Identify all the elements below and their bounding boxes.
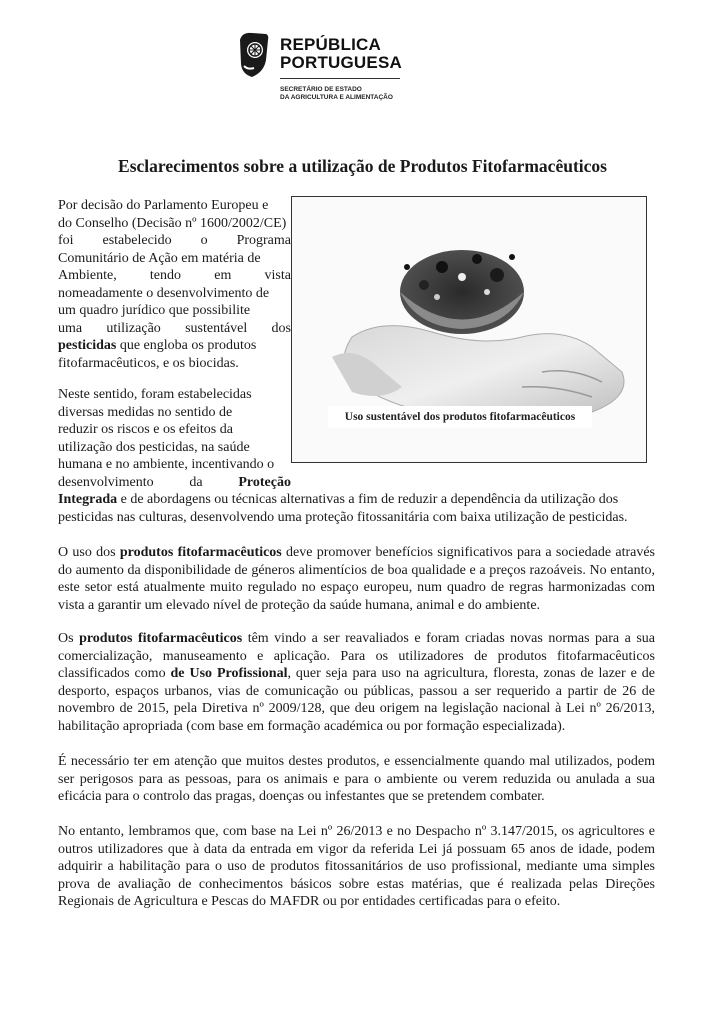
coat-of-arms-logo [236,30,272,80]
p1-word: vista [264,268,291,283]
p2-line-5: humana e no ambiente, incentivando o [58,457,275,472]
p2-bold-integrada: Integrada [58,492,118,507]
p1-word: em [214,268,232,283]
p2-line-3: reduzir os riscos e os efeitos da [58,422,233,437]
p1-word: o [200,233,208,248]
p2-line-8: pesticidas nas culturas, desenvolvendo uma proteção fitossanitária com baixa utilização de pesticidas. [58,509,628,525]
p4-part-e: , quer seja para uso na agricultura, floresta, zonas de lazer e de desporto, espaços urbanos, vias de comunicação ou públicas, passou a ser requerido a partir de 26 de novembro de 2015, pela Diretiva nº 2009/128, que deu origem na legislação nacional à Lei nº 26/2013, habilitação apropriada (com base em formação académica ou por formação especializada). [58,666,655,734]
republic-name [280,36,402,72]
p3-bold-produtos: produtos fitofarmacêuticos [119,545,282,560]
p1-line-4: Comunitário de Ação em matéria de [58,250,261,266]
p4-bold-uso-profissional: de Uso Profissional [170,666,288,681]
p1-word: dos [271,320,291,336]
republic-line-1: REPÚBLICA [280,35,381,54]
p4-part-c: têm vindo a ser reavaliados e foram criadas novas normas para a sua comercialização, manuseamento e aplicação. Para os utilizadores de produtos fitofarmacêuticos classificados como [58,631,656,681]
p1-line-8 [58,320,291,338]
p1-line-2: do Conselho (Decisão nº 1600/2002/CE) [58,215,287,231]
p2-line-4: utilização dos pesticidas, na saúde [58,439,250,455]
p1-word: tendo [149,268,182,283]
p1-word: Programa [236,233,291,248]
p2-line-1: Neste sentido, foram estabelecidas [58,387,252,402]
p1-line-7: um quadro jurídico que possibilite [58,303,251,318]
p1-line-9 [58,337,291,355]
p1-line-5 [58,267,291,285]
paragraph-5: É necessário ter em atenção que muitos destes produtos, e essencialmente quando mal utilizados, podem ser perigosos para as pessoas, para os animais e para o ambiente ou verem reduzida ou anulada a sua eficácia para o controlo das pragas, doenças ou infestantes que se pretendem combater. [58,754,655,804]
p3-part-c: deve promover benefícios significativos para a sociedade através do aumento da disponibilidade de géneros alimentícios de boa qualidade e a preços razoáveis. No entanto, este setor está atualmente muito regulado no espaço europeu, num quadro de regras harmonizadas com vista a garantir um elevado nível de proteção da saúde humana, animal e do ambiente. [58,545,655,613]
p4-bold-produtos: produtos fitofarmacêuticos [79,631,243,646]
p1-word: utilização [106,320,161,336]
p2-line-7-rest: e de abordagens ou técnicas alternativas a fim de reduzir a dependência da utilização dos [117,492,619,507]
letterhead [236,30,436,110]
ministry-name [280,86,393,102]
header-divider [280,78,400,79]
paragraph-2-column [58,386,291,491]
paragraph-6: No entanto, lembramos que, com base na Lei nº 26/2013 e no Despacho nº 3.147/2015, os agricultores e outros utilizadores que à data da entrada em vigor da referida Lei já possuam 65 anos de idade, podem adquirir a habilitação para o uso de produtos fitossanitários de uso profissional, mediante uma simples prova de avaliação de conhecimentos básicos sobre estas matérias, que é realizada pelas Direções Regionais de Agricultura e Pescas do MAFDR ou por entidades certificadas para o efeito. [58,824,655,909]
p2-line-2: diversas medidas no sentido de [58,404,233,420]
p1-word: sustentável [185,320,248,336]
p4-part-a: Os [58,631,80,646]
paragraph-3 [58,544,655,614]
paragraph-4 [58,630,655,735]
illustration-figure [291,196,647,463]
p2-bold-protecao: Proteção [238,474,291,490]
p1-line-6: nomeadamente o desenvolvimento de [58,285,270,301]
p2-line-6 [58,474,291,492]
p1-bold-pesticidas: pesticidas [58,338,117,353]
p1-line-1: Por decisão do Parlamento Europeu e [58,198,269,213]
p1-word: estabelecido [102,233,172,248]
p1-line-10: fitofarmacêuticos, e os biocidas. [58,355,239,371]
p1-word: foi [58,233,74,248]
p2-word: da [189,474,203,490]
paragraph-2-full [58,491,655,526]
figure-caption: Uso sustentável dos produtos fitofarmacêuticos [328,406,592,428]
document-title: Esclarecimentos sobre a utilização de Produtos Fitofarmacêuticos [118,156,607,176]
p1-word: Ambiente, [58,268,117,283]
p3-part-a: O uso dos [58,545,120,560]
paragraph-1 [58,197,291,372]
ministry-line-2: DA AGRICULTURA E ALIMENTAÇÃO [280,94,393,101]
p2-word: desenvolvimento [58,474,154,490]
p1-line-3 [58,232,291,250]
p1-line-9-rest: que engloba os produtos [116,338,257,353]
ministry-line-1: SECRETÁRIO DE ESTADO [280,86,362,93]
p1-word: uma [58,320,83,336]
republic-line-2: PORTUGUESA [280,53,402,72]
p2-line-7 [58,491,655,509]
